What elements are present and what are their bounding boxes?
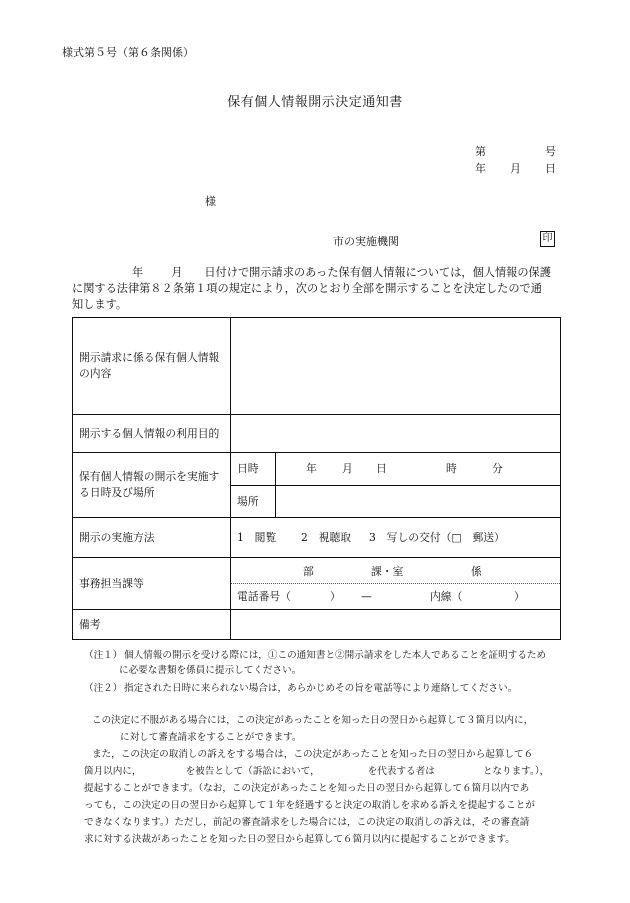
table-row — [73, 453, 561, 486]
issuer-name: 市の実施機関 — [333, 235, 399, 248]
table-row — [73, 558, 561, 610]
place-label: 場所 — [231, 486, 276, 518]
office-value-cell — [231, 558, 561, 610]
disclosure-table — [72, 317, 561, 640]
dt-year: 年 — [306, 462, 317, 475]
datetime-label: 日時 — [231, 453, 276, 486]
appeal-p2-line-1: また，この決定の取消しの訴えをする場合は，この決定があったことを知った日の翌日から起算して６ — [92, 749, 534, 760]
form-number-label: 様式第５号（第６条関係） — [62, 46, 194, 59]
note-2-label: （注２） — [84, 683, 123, 694]
remarks-value-cell — [231, 610, 561, 640]
method-options-cell — [231, 518, 561, 558]
intro-line-1-text: 日付けで開示請求のあった保有個人情報については，個人情報の保護 — [204, 266, 551, 279]
note-1-label: （注１） — [84, 650, 123, 661]
date-day: 日 — [545, 162, 556, 175]
appeal-p2-line-2 — [84, 763, 564, 780]
extension-label: 内線（ — [430, 590, 463, 603]
table-row — [73, 610, 561, 640]
office-label: 事務担当課等 — [73, 558, 231, 610]
intro-year: 年 — [132, 266, 144, 279]
seal-stamp: 印 — [540, 231, 555, 247]
intro-line-3: 知します。 — [72, 298, 128, 311]
intro-paragraph — [72, 265, 572, 313]
method-viewing: 1 閲覧 — [237, 531, 277, 544]
dt-day: 日 — [376, 462, 387, 475]
dept-ka: 課・室 — [371, 565, 404, 578]
note-1-line-2: に必要な書類を係員に提示してください。 — [119, 665, 302, 676]
intro-month: 月 — [171, 266, 183, 279]
doc-number-dai: 第 — [475, 145, 486, 158]
datetime-place-label: 保有個人情報の開示を実施する日時及び場所 — [73, 453, 231, 518]
recipient-honorific: 様 — [205, 195, 216, 208]
doc-number-go: 号 — [545, 145, 556, 158]
date-year: 年 — [475, 162, 486, 175]
method-label: 開示の実施方法 — [73, 518, 231, 558]
date-month: 月 — [510, 162, 521, 175]
extension-close: ） — [514, 590, 525, 603]
document-title: 保有個人情報開示決定通知書 — [227, 95, 403, 110]
place-value-cell — [276, 486, 561, 518]
intro-line-1 — [72, 265, 572, 281]
dept-bu: 部 — [303, 565, 314, 578]
appeal-p2-line-2-d: となります。）， — [482, 766, 550, 777]
appeal-p2-line-5: できなくなります。）ただし，前記の審査請求をした場合には，この決定の取消しの訴えは，その審査請 — [84, 817, 530, 828]
table-row — [73, 518, 561, 558]
dept-kakari: 係 — [471, 565, 482, 578]
table-row — [73, 318, 561, 415]
phone-dash: — — [361, 590, 372, 603]
content-value-cell — [231, 318, 561, 415]
note-2-text: 指定された日時に来られない場合は，あらかじめその旨を電話等により連絡してください。 — [124, 683, 518, 694]
intro-line-2: に関する法律第８２条第１項の規定により，次のとおり全部を開示することを決定したので通 — [72, 282, 542, 295]
dt-minute: 分 — [492, 462, 503, 475]
table-row — [73, 415, 561, 453]
appeal-p2-line-6: 求に対する決裁があったことを知った日の翌日から起算して６箇月以内に提起することができます。 — [84, 834, 515, 845]
datetime-value-cell — [276, 453, 561, 486]
appeal-paragraph — [84, 712, 564, 848]
purpose-value-cell — [231, 415, 561, 453]
appeal-p2-line-2-b: を被告として（訴訟において， — [185, 766, 320, 777]
appeal-p1-line-2: に対して審査請求をすることができます。 — [120, 732, 302, 743]
note-1-line-1: 個人情報の開示を受ける際には，①この通知書と②開示請求をした本人であることを証明するため — [124, 650, 547, 661]
method-listening: 2 視聴取 — [301, 531, 352, 544]
purpose-label: 開示する個人情報の利用目的 — [73, 415, 231, 453]
appeal-p2-line-3: 提起することができます。（なお，この決定があったことを知った日の翌日から起算して６箇月以内であ — [84, 783, 530, 794]
appeal-p2-line-2-c: を代表する者は — [367, 766, 435, 777]
phone-label: 電話番号（ — [237, 590, 291, 603]
appeal-p2-line-4: っても，この決定の日の翌日から起算して１年を経過すると決定の取消しを求める訴えを提起することが — [84, 800, 535, 811]
dt-hour: 時 — [446, 462, 457, 475]
remarks-label: 備考 — [73, 610, 231, 640]
dt-month: 月 — [342, 462, 353, 475]
method-copy-delivery: 3 写しの交付（□ 郵送） — [369, 531, 505, 544]
office-divider — [231, 583, 560, 584]
appeal-p2-line-2-a: 箇月以内に， — [84, 766, 142, 777]
content-label: 開示請求に係る保有個人情報の内容 — [73, 318, 231, 415]
appeal-p1-line-1: この決定に不服がある場合には，この決定があったことを知った日の翌日から起算して３箇月以内に， — [92, 715, 534, 726]
phone-close: ） — [330, 590, 341, 603]
